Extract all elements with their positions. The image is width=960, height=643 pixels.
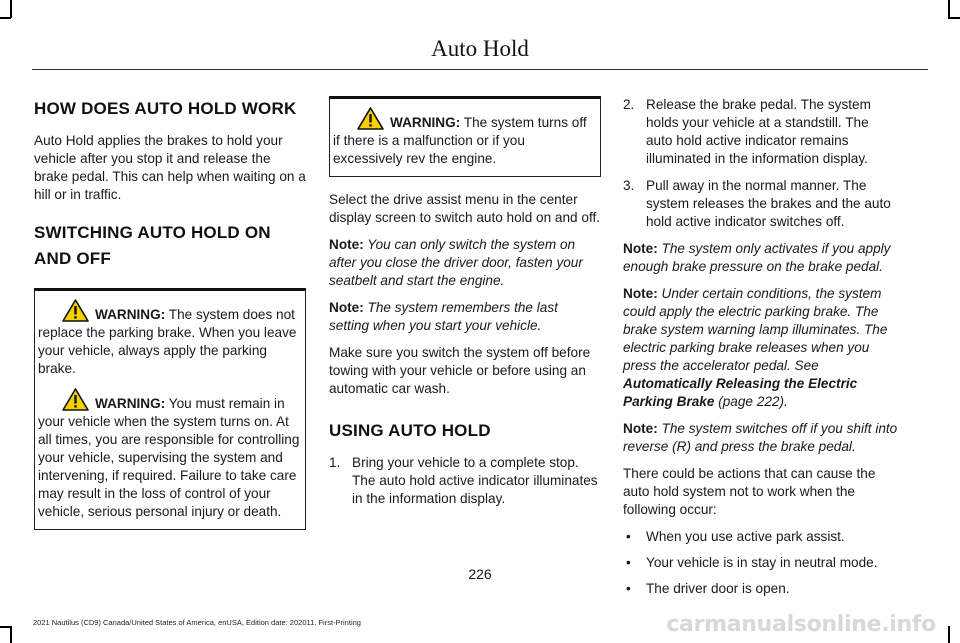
steps-list-continued: [623, 96, 898, 231]
note-label: Note:: [623, 286, 658, 301]
crop-mark: [948, 17, 960, 19]
warning-label: WARNING:: [95, 396, 166, 411]
page-number: 226: [468, 566, 492, 582]
warning-text: You must remain in your vehicle when the system turns on. At all times, you are responsible for controlling your vehicle, supervising the system and intervening, if required. Failure to take care may result in the loss of control of your vehicle, serious personal injury or death.: [38, 396, 300, 519]
column-2: [329, 96, 601, 508]
note-text: Under certain conditions, the system could apply the electric parking brake. The brake system warning lamp illuminates. The electric parking brake releases when you press the accelerator pedal. See: [623, 286, 888, 373]
warning-box-3: [329, 96, 601, 177]
step-number: 2.: [623, 97, 635, 112]
step-text: Pull away in the normal manner. The system releases the brakes and the auto hold active indicator switches off.: [646, 178, 891, 229]
column-1: [34, 96, 306, 530]
list-item: [623, 177, 898, 231]
warning-triangle-icon: [62, 299, 89, 322]
warning-text: The system does not replace the parking brake. When you leave your vehicle, always apply the parking brake.: [38, 307, 297, 376]
heading-how-auto-hold-works: HOW DOES AUTO HOLD WORK: [34, 99, 297, 118]
crop-mark: [948, 0, 950, 18]
warning-label: WARNING:: [95, 307, 166, 322]
step-text: Bring your vehicle to a complete stop. The auto hold active indicator illuminates in the information display.: [352, 455, 598, 506]
paragraph-select-menu: Select the drive assist menu in the center display screen to switch auto hold on and off.: [329, 192, 601, 225]
column-3: [623, 96, 898, 606]
conditions-list: [623, 528, 898, 598]
list-item: [329, 454, 601, 508]
paragraph-actions: There could be actions that can cause the auto hold system not to work when the following occur:: [623, 466, 876, 517]
crop-mark: [948, 626, 950, 643]
list-item: [623, 96, 898, 168]
page-title: Auto Hold: [431, 36, 529, 61]
step-text: Release the brake pedal. The system holds your vehicle at a standstill. The auto hold active indicator remains illuminated in the information display.: [646, 97, 871, 166]
note-2: [329, 299, 601, 335]
note-label: Note:: [623, 241, 658, 256]
note-label: Note:: [329, 237, 364, 252]
bullet: •: [626, 555, 631, 570]
note-text: You can only switch the system on after you close the driver door, fasten your seatbelt and start the engine.: [329, 237, 583, 288]
step-number: 3.: [623, 178, 635, 193]
warning-triangle-icon: [62, 388, 89, 411]
footer-edition: 2021 Nautilus (CD9) Canada/United States of America, enUSA, Edition date: 202011, First-Printing: [33, 618, 361, 627]
bullet: •: [626, 581, 631, 596]
header-rule: [32, 69, 928, 70]
note-label: Note:: [623, 421, 658, 436]
list-item: [623, 528, 898, 546]
warning-triangle-icon: [357, 107, 384, 130]
crop-mark: [0, 626, 11, 628]
heading-switching-auto-hold: SWITCHING AUTO HOLD ON AND OFF: [34, 223, 271, 268]
paragraph-how: Auto Hold applies the brakes to hold your vehicle after you stop it and release the brake pedal. This can help when waiting on a hill or in traffic.: [34, 133, 306, 202]
crop-mark: [10, 626, 12, 643]
note-text: The system remembers the last setting when you start your vehicle.: [329, 300, 558, 333]
bullet: •: [626, 529, 631, 544]
warning-3: [333, 107, 596, 168]
crop-mark: [10, 0, 12, 18]
warning-2: [38, 388, 301, 521]
list-item: [623, 580, 898, 598]
crop-mark: [0, 17, 11, 19]
bullet-text: When you use active park assist.: [646, 529, 845, 544]
page-reference: (page 222).: [714, 394, 788, 409]
note-4: [623, 285, 898, 411]
steps-list-start: [329, 454, 601, 508]
bullet-text: The driver door is open.: [646, 581, 790, 596]
paragraph-towing: Make sure you switch the system off before towing with your vehicle or before using an automatic car wash.: [329, 345, 591, 396]
note-1: [329, 236, 601, 290]
warning-box-1: [34, 288, 306, 530]
step-number: 1.: [329, 455, 341, 470]
warning-1: [38, 299, 301, 378]
note-label: Note:: [329, 300, 364, 315]
watermark: carmanualsonline.info: [666, 612, 936, 637]
cross-reference-link[interactable]: Automatically Releasing the Electric Parking Brake: [623, 376, 858, 409]
heading-using-auto-hold: USING AUTO HOLD: [329, 421, 491, 440]
note-3: [623, 240, 898, 276]
note-text: The system switches off if you shift into reverse (R) and press the brake pedal.: [623, 421, 898, 454]
note-text: The system only activates if you apply enough brake pressure on the brake pedal.: [623, 241, 891, 274]
bullet-text: Your vehicle is in stay in neutral mode.: [646, 555, 878, 570]
note-5: [623, 420, 898, 456]
warning-text: The system turns off if there is a malfunction or if you excessively rev the engine.: [333, 115, 587, 166]
warning-label: WARNING:: [390, 115, 461, 130]
